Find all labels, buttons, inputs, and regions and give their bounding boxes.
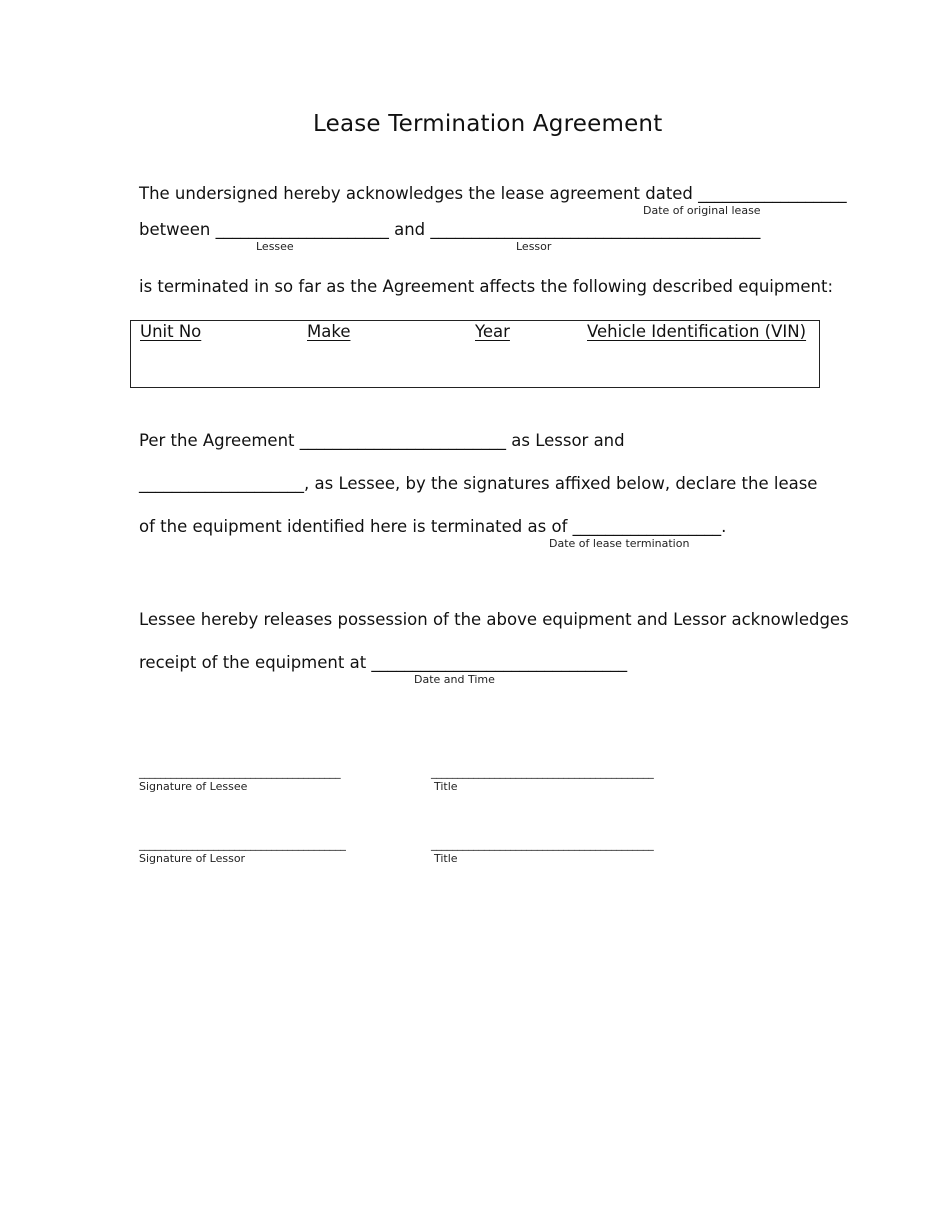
lessor-declaration-line: Per the Agreement _________________________ as Lessor and bbox=[139, 431, 625, 450]
lessee-caption: Lessee bbox=[256, 240, 294, 253]
termination-date-line: of the equipment identified here is terminated as of __________________. bbox=[139, 517, 727, 536]
date-time-caption: Date and Time bbox=[414, 673, 495, 686]
termination-date-caption: Date of lease termination bbox=[549, 537, 690, 550]
lessor-title-label: Title bbox=[434, 852, 458, 865]
release-possession-line: Lessee hereby releases possession of the above equipment and Lessor acknowledges bbox=[139, 610, 849, 629]
original-date-caption: Date of original lease bbox=[643, 204, 761, 217]
parties-line: between _____________________ and ________________________________________ bbox=[139, 220, 761, 239]
lessor-signature-line: _______________________________________ bbox=[139, 838, 346, 851]
table-header-year: Year bbox=[475, 322, 510, 341]
table-header-vin: Vehicle Identification (VIN) bbox=[587, 322, 807, 341]
lessor-caption: Lessor bbox=[516, 240, 552, 253]
lessee-title-line: __________________________________________ bbox=[431, 766, 654, 779]
lessee-signature-line: ______________________________________ bbox=[139, 766, 341, 779]
lessee-title-label: Title bbox=[434, 780, 458, 793]
lessee-declaration-line: ____________________, as Lessee, by the signatures affixed below, declare the lease bbox=[139, 474, 818, 493]
lessor-title-line: __________________________________________ bbox=[431, 838, 654, 851]
document-title: Lease Termination Agreement bbox=[313, 111, 663, 137]
termination-scope-line: is terminated in so far as the Agreement affects the following described equipment: bbox=[139, 277, 834, 296]
lessor-signature-label: Signature of Lessor bbox=[139, 852, 246, 865]
receipt-line: receipt of the equipment at _______________________________ bbox=[139, 653, 628, 672]
lessee-signature-label: Signature of Lessee bbox=[139, 780, 248, 793]
table-header-unit-no: Unit No bbox=[140, 322, 202, 341]
acknowledgement-line: The undersigned hereby acknowledges the lease agreement dated __________________ bbox=[139, 184, 847, 203]
table-header-make: Make bbox=[307, 322, 351, 341]
